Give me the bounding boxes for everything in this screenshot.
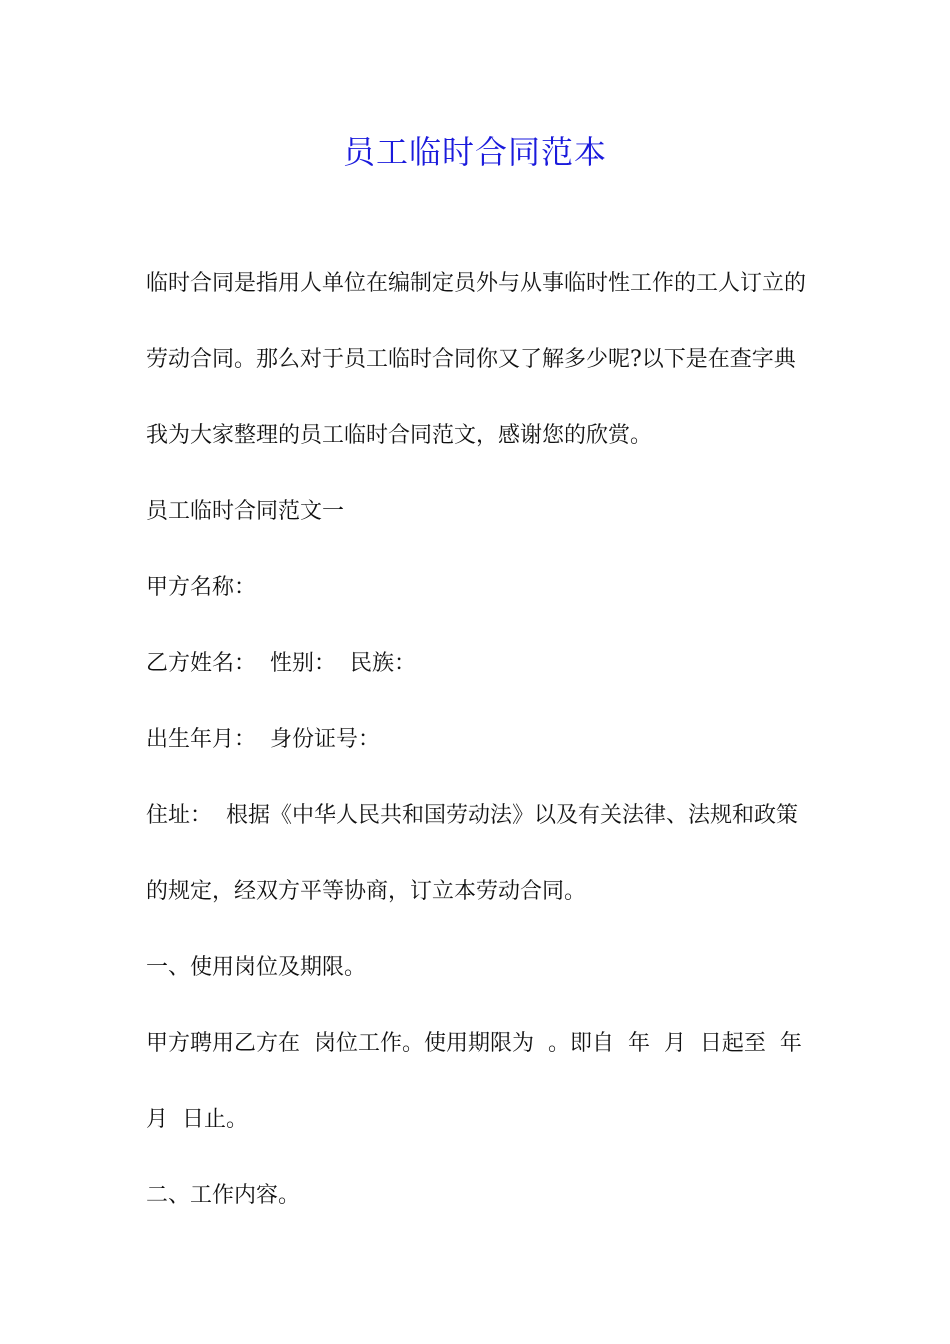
address-basis-paragraph: 住址： 根据《中华人民共和国劳动法》以及有关法律、法规和政策的规定，经双方平等协商，订立本劳动合同。 [146,803,798,904]
clause-one-heading: 一、使用岗位及期限。 [146,955,367,980]
document-title: 员工临时合同范本 [342,133,607,171]
birth-id-line: 出生年月： 身份证号： [146,727,380,752]
intro-paragraph: 临时合同是指用人单位在编制定员外与从事临时性工作的工人订立的劳动合同。那么对于员工临时合同你又了解多少呢?以下是在查字典我为大家整理的员工临时合同范文，感谢您的欣赏。 [146,271,807,448]
section-heading-sample-one: 员工临时合同范文一 [146,499,345,524]
party-a-name-line: 甲方名称： [146,575,257,600]
clause-two-heading: 二、工作内容。 [146,1183,301,1208]
clause-one-body: 甲方聘用乙方在 岗位工作。使用期限为 。即自 年 月 日起至 年 月 日止。 [146,1031,816,1132]
document-body [146,262,816,1250]
party-b-info-line: 乙方姓名： 性别： 民族： [146,651,416,676]
